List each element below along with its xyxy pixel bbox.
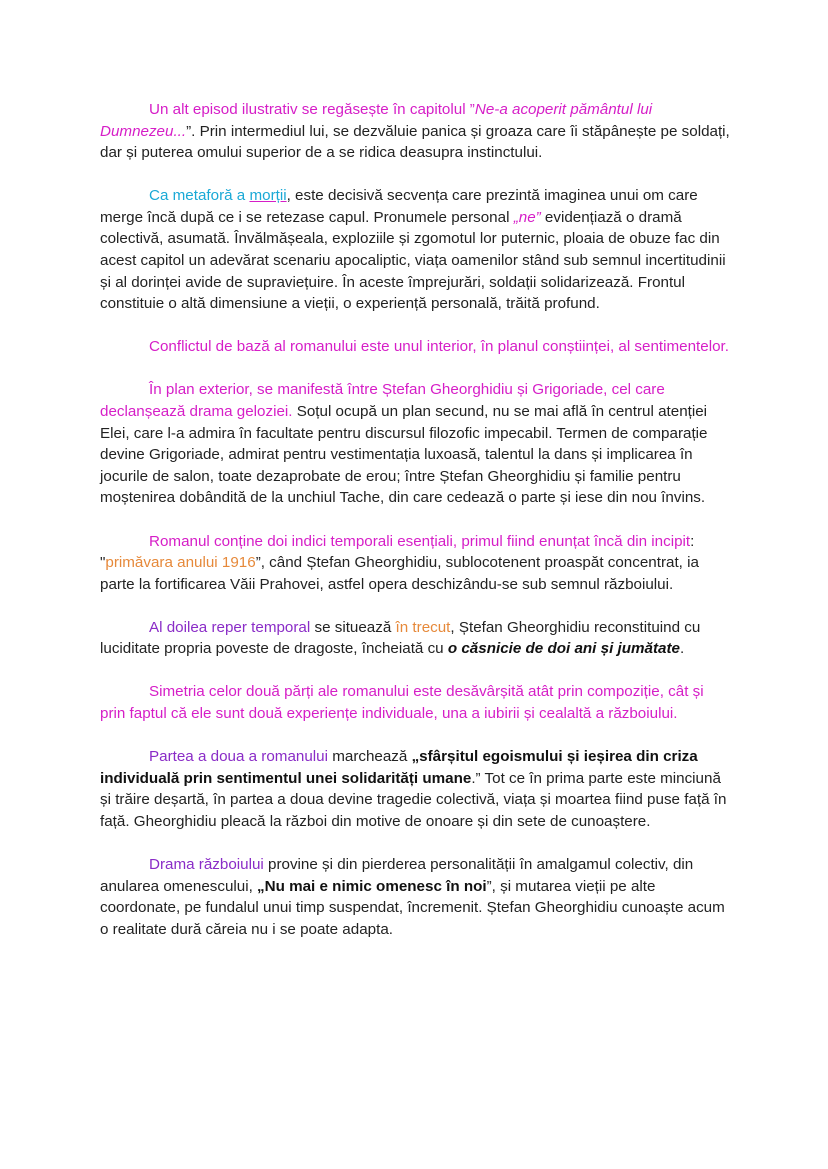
- date-highlight: primăvara anului 1916: [105, 554, 256, 572]
- text-run: Conflictul de bază al romanului este unul interior, în planul conștiinței, al sentimentelor.: [149, 338, 729, 356]
- paragraph-1: [100, 99, 730, 164]
- text-run: În plan exterior, se manifestă între Ștefan Gheorghidiu și Grigoriade, cel care declanșează drama geloziei.: [100, 381, 665, 421]
- text-run: , este decisivă secvența care prezintă imaginea unui om care merge încă după ce i se retezase capul. Pronumele personal: [100, 187, 698, 226]
- text-run: evidențiază o dramă colectivă, asumată. Învălmășeala, exploziile și zgomotul lor puternic, ploaia de obuze fac din acest capitol un adevărat scenariu apocaliptic, viața oamenilor stând sub semnul incertitudinii și al dorinței avide de supraviețuire. În aceste împrejurări, soldații solidarizează. Frontul constituie o altă dimensiune a vieții, o experiență personală, trăită profund.: [100, 208, 726, 313]
- text-run: Un alt episod ilustrativ se regăsește în capitolul ”: [149, 101, 475, 118]
- paragraph-4: [100, 379, 730, 509]
- text-run: .” Tot ce în prima parte este minciună și trăire deșartă, în partea a doua devine tragedie colectivă, viața și moartea fiind puse față în față. Gheorghidiu pleacă la război din motive de onoare și din sete de cunoaștere.: [100, 769, 727, 830]
- paragraph-6: [100, 617, 730, 660]
- text-run: ”, și mutarea vieții pe alte coordonate, pe fundalul unui timp suspendat, încremenit. Ștefan Gheorghidiu cunoaște acum o realitate dură căreia nu i se poate adapta.: [100, 877, 725, 938]
- text-run: , Ștefan Gheorghidiu reconstituind cu luciditate propria poveste de dragoste, încheiată cu: [100, 618, 701, 658]
- text-run: provine și din pierderea personalității în amalgamul colectiv, din anularea omenescului,: [100, 856, 694, 895]
- paragraph-8: [100, 746, 730, 832]
- text-run: : ": [100, 532, 695, 572]
- paragraph-9: [100, 854, 730, 940]
- text-run: ”, când Ștefan Gheorghidiu, sublocotenent proaspăt concentrat, ia parte la fortificarea Văii Prahovei, astfel opera deschizându-se sub semnul războiului.: [100, 554, 699, 593]
- document-body: [100, 99, 730, 962]
- text-run: se situează: [310, 618, 396, 636]
- text-run: Drama războiului: [149, 856, 264, 874]
- text-run: Al doilea reper temporal: [149, 618, 311, 636]
- bold-quote: „Nu mai e nimic omenesc în noi: [257, 877, 487, 895]
- text-run: Romanul conține doi indici temporali esențiali, primul fiind enunțat încă din incipit: [149, 532, 691, 550]
- text-run: Partea a doua a romanului: [149, 748, 328, 766]
- time-highlight: în trecut: [395, 618, 451, 636]
- text-run: marchează: [328, 748, 412, 766]
- text-run: ”. Prin intermediul lui, se dezvăluie panica și groaza care îi stăpânește pe soldați, dar și puterea omului superior de a se ridica deasupra instinctului.: [100, 122, 730, 162]
- paragraph-5: [100, 531, 730, 596]
- text-run: Soțul ocupă un plan secund, nu se mai află în centrul atenției Elei, care l-a admira în facultate pentru discursul filozofic impecabil. Termen de comparație devine Grigoriade, admirat pentru vestimentația luxoasă, talentul la dans și implicarea în jocurile de salon, toate dezaprobate de erou; între Ștefan Gheorghidiu și familie pentru moștenirea dobândită de la unchiul Tache, din care cedează o parte și iese din nou învins.: [100, 403, 708, 507]
- text-run: .: [679, 640, 685, 658]
- text-run: Simetria celor două părți ale romanului este desăvârșită atât prin compoziție, cât și prin faptul că ele sunt două experiențe individuale, una a iubirii și cealaltă a războiului.: [100, 683, 704, 723]
- paragraph-2: [100, 185, 730, 315]
- underlined-term: morții: [249, 187, 287, 205]
- chapter-title: Ne-a acoperit pământul lui Dumnezeu...: [100, 101, 653, 140]
- text-run: Ca metaforă a: [149, 187, 250, 205]
- quoted-term: „ne”: [513, 208, 541, 226]
- paragraph-3: [100, 336, 730, 358]
- bold-quote: „sfârșitul egoismului și ieșirea din criza individuală prin sentimentul unei solidarități umane: [100, 748, 698, 787]
- paragraph-7: [100, 681, 730, 724]
- emphasis-text: o căsnicie de doi ani și jumătate: [447, 640, 680, 658]
